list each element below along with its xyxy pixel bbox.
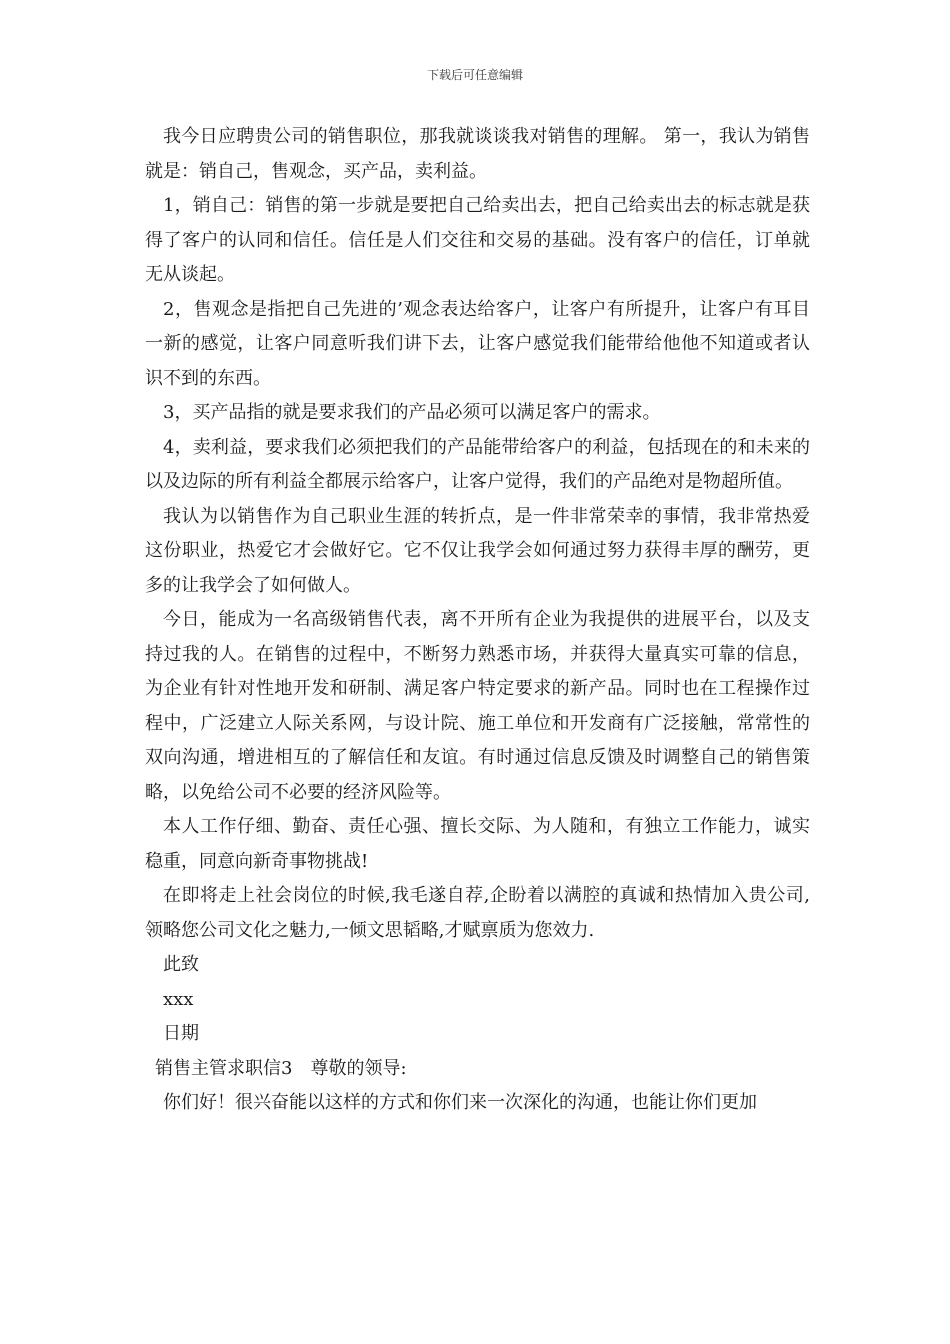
next-letter-opening: 你们好！很兴奋能以这样的方式和你们来一次深化的沟通，也能让你们更加 <box>163 1092 757 1113</box>
paragraph-career: 我认为以销售作为自己职业生涯的转折点，是一件非常荣幸的事情，我非常热爱这份职业，热爱它才会做好它。它不仅让我学会如何通过努力获得丰厚的酬劳，更多的让我学会了如何做人。 <box>145 505 810 596</box>
paragraph-self-recommend: 在即将走上社会岗位的时候,我毛遂自荐,企盼着以满腔的真诚和热情加入贵公司,领略您公司文化之魅力,一倾文思韬略,才赋禀质为您效力. <box>145 885 810 941</box>
paragraph-point-1: 1，销自己：销售的第一步就是要把自己给卖出去，把自己给卖出去的标志就是获得了客户的认同和信任。信任是人们交往和交易的基础。没有客户的信任，订单就无从谈起。 <box>145 195 810 285</box>
next-letter-title: 销售主管求职信3 尊敬的领导: <box>155 1057 407 1079</box>
paragraph-experience: 今日，能成为一名高级销售代表，离不开所有企业为我提供的进展平台，以及支持过我的人。在销售的过程中，不断努力熟悉市场，并获得大量真实可靠的信息，为企业有针对性地开发和研制、满足客户特定要求的新产品。同时也在工程操作过程中，广泛建立人际关系网，与设计院、施工单位和开发商有广泛接触，常常性的双向沟通，增进相互的了解信任和友谊。有时通过信息反馈及时调整自己的销售策略，以免给公司不必要的经济风险等。 <box>145 609 810 803</box>
page-header: 下载后可任意编辑 <box>426 68 523 82</box>
paragraph-point-3: 3，买产品指的就是要求我们的产品必须可以满足客户的需求。 <box>163 402 661 423</box>
paragraph-qualities: 本人工作仔细、勤奋、责任心强、擅长交际、为人随和，有独立工作能力，诚实稳重，同意向新奇事物挑战! <box>145 816 810 872</box>
paragraph-point-4: 4，卖利益，要求我们必须把我们的产品能带给客户的利益，包括现在的和未来的以及边际的所有利益全都展示给客户，让客户觉得，我们的产品绝对是物超所值。 <box>145 436 810 492</box>
document-body <box>145 120 810 1121</box>
closing-salutation: 此致 <box>163 954 199 975</box>
signature-name: xxx <box>163 988 194 1010</box>
signature-date: 日期 <box>163 1023 199 1044</box>
paragraph-intro: 我今日应聘贵公司的销售职位，那我就谈谈我对销售的理解。 第一，我认为销售就是：销自己，售观念，买产品，卖利益。 <box>145 126 810 182</box>
paragraph-point-2: 2，售观念是指把自己先进的’观念表达给客户，让客户有所提升，让客户有耳目一新的感觉，让客户同意听我们讲下去，让客户感觉我们能带给他他不知道或者认识不到的东西。 <box>145 298 810 389</box>
